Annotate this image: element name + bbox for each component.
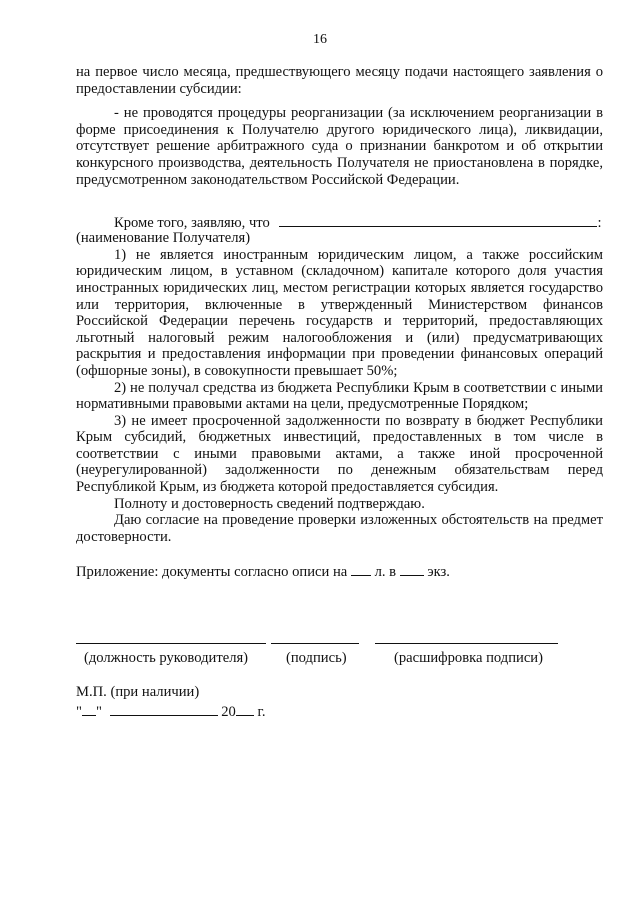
signature-lines: [76, 643, 603, 645]
attachment-line: [76, 562, 603, 579]
document-body: [76, 64, 603, 579]
decode-line[interactable]: [375, 643, 558, 644]
page-number: 16: [313, 32, 327, 47]
condition-item-2: 2) не получал средства из бюджета Республики Крым в соответствии с иными нормативными правовыми актами на цели, предусмотренные Порядком;: [76, 379, 603, 413]
stamp-place: М.П. (при наличии): [76, 684, 200, 700]
date-quote-open: ": [76, 704, 82, 720]
signature-caption: (подпись): [286, 650, 347, 666]
condition-item-3: 3) не имеет просроченной задолженности по возврату в бюджет Республики Крым субсидий, бюджетных инвестиций, предоставленных в том числе в соответствии с иными правовыми актами, а также иной просроченной (неурегулированной) задолженности по денежным обязательствам перед Республикой Крым, из бюджета которой предоставляется субсидия.: [76, 412, 603, 496]
confirmation-text: Полноту и достоверность сведений подтверждаю.: [114, 495, 425, 512]
condition-item-1: 1) не является иностранным юридическим лицом, а также российским юридическим лицом, в уставном (складочном) капитале которого доля участия иностранных юридических лиц, местом регистрации которых является государство или территория, включенные в утвержденный Министерством финансов Российской Федерации перечень государств и территорий, предоставляющих льготный налоговый режим налогообложения и (или) предусматривающих раскрытия и предоставления информации при проведении финансовых операций (офшорные зоны), в совокупности превышает 50%;: [76, 246, 603, 379]
day-blank[interactable]: [82, 702, 96, 716]
consent-text: Даю согласие на проведение проверки изложенных обстоятельств на предмет достоверности.: [76, 512, 603, 545]
attachment-suffix: экз.: [427, 564, 450, 581]
reorganization-paragraph: - не проводятся процедуры реорганизации (за исключением реорганизации в форме присоединения к Получателю другого юридического лица), ликвидации, отсутствует решение арбитражного суда о признании банкротом и об открытии конкурсного производства, деятельность Получателя не приостановлена в порядке, предусмотренном законодательством Российской Федерации.: [76, 105, 603, 188]
year-prefix: 20: [221, 704, 236, 720]
declaration-suffix: :: [597, 215, 602, 232]
month-blank[interactable]: [110, 702, 218, 716]
position-caption: (должность руководителя): [84, 650, 249, 666]
recipient-name-caption: (наименование Получателя): [76, 230, 251, 247]
attachment-mid: л. в: [374, 564, 397, 581]
decode-caption: (расшифровка подписи): [394, 650, 543, 666]
sheet-count-blank[interactable]: [351, 562, 371, 576]
date-line: [76, 702, 266, 721]
recipient-name-blank[interactable]: [279, 213, 597, 227]
attachment-prefix: Приложение: документы согласно описи на: [76, 564, 348, 581]
intro-paragraph: на первое число месяца, предшествующего месяцу подачи настоящего заявления о предоставлении субсидии:: [76, 64, 603, 97]
date-quote-close: ": [95, 704, 102, 720]
year-suffix: г.: [257, 704, 266, 720]
position-line[interactable]: [76, 643, 266, 644]
declaration-prefix: Кроме того, заявляю, что: [114, 215, 270, 232]
signature-captions: [76, 650, 603, 668]
year-blank[interactable]: [236, 702, 254, 716]
copies-count-blank[interactable]: [400, 562, 424, 576]
declaration-line: [76, 213, 603, 230]
signature-line[interactable]: [271, 643, 359, 644]
